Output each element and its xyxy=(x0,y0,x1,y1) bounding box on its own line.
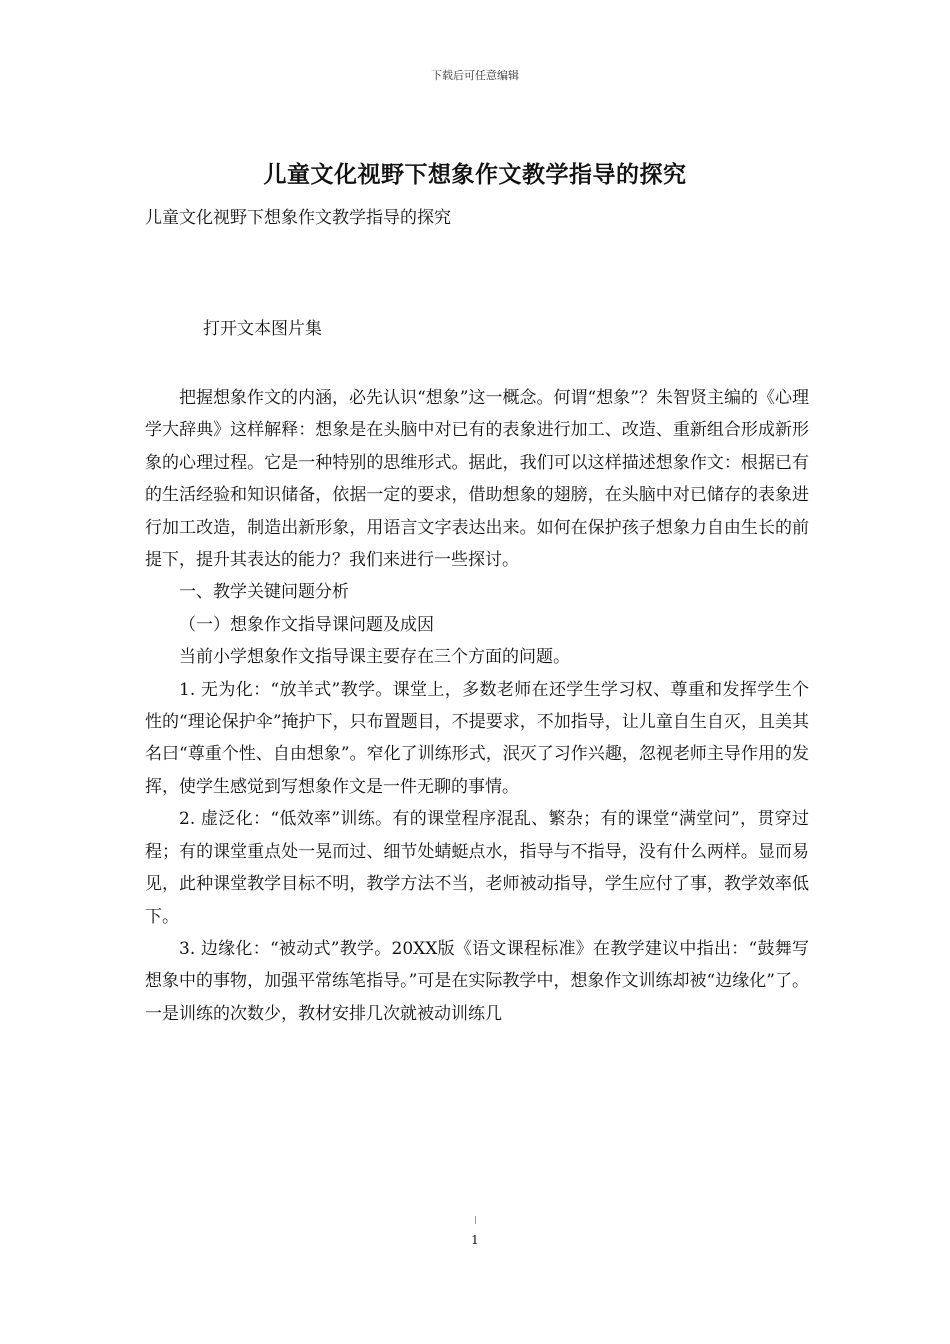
open-image-set-link[interactable]: 打开文本图片集 xyxy=(203,319,322,339)
page-number: 1 xyxy=(471,1233,479,1247)
subsection-heading: （一）想象作文指导课问题及成因 xyxy=(179,614,434,635)
footer-divider xyxy=(475,1216,476,1224)
document-body xyxy=(145,382,809,1030)
paragraph-point-1: 1. 无为化：“放羊式”教学。课堂上，多数老师在还学生学习权、尊重和发挥学生个性的“理论保护伞”掩护下，只布置题目，不提要求，不加指导，让儿童自生自灭，且美其名曰“尊重个性、自由想象”。窄化了训练形式，泯灭了习作兴趣，忽视老师主导作用的发挥，使学生感觉到写想象作文是一件无聊的事情。 xyxy=(145,679,809,797)
page-header: 下载后可任意编辑 xyxy=(431,69,519,82)
paragraph-point-3: 3. 边缘化：“被动式”教学。20XX版《语文课程标准》在教学建议中指出：“鼓舞写想象中的事物，加强平常练笔指导。”可是在实际教学中，想象作文训练却被“边缘化”了。一是训练的次数少，教材安排几次就被动训练几 xyxy=(145,938,809,1024)
document-title: 儿童文化视野下想象作文教学指导的探究 xyxy=(263,162,687,188)
section-heading: 一、教学关键问题分析 xyxy=(179,582,349,603)
paragraph-point-2: 2. 虚泛化：“低效率”训练。有的课堂程序混乱、繁杂；有的课堂“满堂问”，贯穿过程；有的课堂重点处一晃而过、细节处蜻蜓点水，指导与不指导，没有什么两样。显而易见，此种课堂教学目标不明，教学方法不当，老师被动指导，学生应付了事，教学效率低下。 xyxy=(145,809,809,927)
document-subtitle: 儿童文化视野下想象作文教学指导的探究 xyxy=(145,208,451,228)
paragraph-intro: 把握想象作文的内涵，必先认识“想象”这一概念。何谓“想象”？朱智贤主编的《心理学大辞典》这样解释：想象是在头脑中对已有的表象进行加工、改造、重新组合形成新形象的心理过程。它是一种特别的思维形式。据此，我们可以这样描述想象作文：根据已有的生活经验和知识储备，依据一定的要求，借助想象的翅膀，在头脑中对已储存的表象进行加工改造，制造出新形象，用语言文字表达出来。如何在保护孩子想象力自由生长的前提下，提升其表达的能力？我们来进行一些探讨。 xyxy=(145,388,809,571)
paragraph-overview: 当前小学想象作文指导课主要存在三个方面的问题。 xyxy=(179,647,570,668)
